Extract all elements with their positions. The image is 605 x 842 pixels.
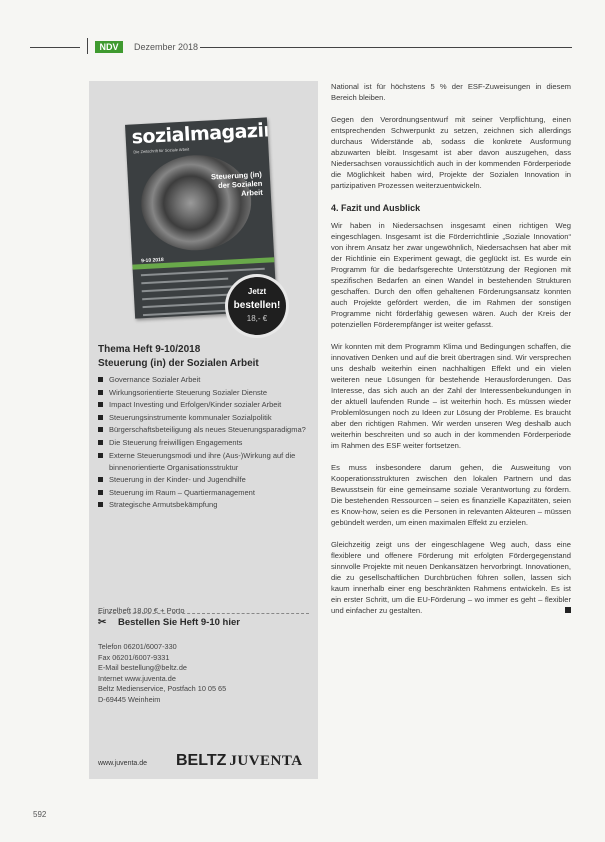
list-item: Externe Steuerungsmodi und ihre (Aus-)Wirkung auf die binnenorientierte Organisationsstruktur — [98, 450, 312, 474]
list-item: Impact Investing und Erfolgen/Kinder sozialer Arbeit — [98, 399, 312, 411]
cover-photo — [139, 152, 254, 253]
magazine-advertisement — [89, 81, 318, 779]
article-paragraph-text: Gleichzeitig zeigt uns der eingeschlagene Weg auch, dass eine flexiblere und offenere Förderung mit erfolgten Fördergegenstand sinnvolle Projekte mit neuen Denkansätzen hervorbringt. Innovationen, die zu gesellschaftlichen Durchbrüchen führen sollen, lassen sich kaum innerhalb einer eng beschränkten Rahmens entwickeln. Es ist ein erster Schritt, um die EU-Förderung – wo immer es geht – flexibler und einfacher zu gestalten. — [331, 540, 571, 615]
article-paragraph: Wir haben in Niedersachsen insgesamt einen richtigen Weg eingeschlagen. Insgesamt ist die Förderrichtlinie „Soziale Innovation“ von ihrem Ansatz her zwar ungewöhnlich, Niedersachsen hat aber mit der Richtlinie ein Experiment gewagt, die geglückt ist. Es wurde ein Programm für die bedarfsgerechte Unterstützung der Regionen mit spezifischen Bedarfen an einen Wandel in bestehenden Strukturen geschaffen. Durch den offen gehaltenen Förderungsansatz konnten auch Projekte gefördert werden, die im Rahmen der sonstigen Programme nicht förderfähig gewesen wären. Auch der Kreis der potenziellen Förderempfänger ist weiter gefasst. — [331, 221, 571, 329]
list-item: Steuerungsinstrumente kommunaler Sozialpolitik — [98, 412, 312, 424]
order-contact — [98, 642, 226, 705]
article-paragraph-last — [331, 539, 571, 616]
header-rule-left — [30, 47, 80, 48]
ad-url[interactable]: www.juventa.de — [98, 760, 148, 767]
list-item: Die Steuerung freiwilligen Engagements — [98, 437, 312, 449]
list-item: Steuerung in der Kinder- und Jugendhilfe — [98, 474, 312, 486]
cover-subtitle: Die Zeitschrift für Soziale Arbeit — [133, 146, 190, 155]
contact-address: Beltz Medienservice, Postfach 10 05 65 — [98, 684, 227, 693]
list-item: Governance Sozialer Arbeit — [98, 374, 312, 386]
contact-email[interactable]: E-Mail bestellung@beltz.de — [98, 663, 187, 672]
end-mark-icon — [565, 607, 571, 613]
list-item: Bürgerschaftsbeteiligung als neues Steuerungsparadigma? — [98, 424, 312, 436]
list-item: Strategische Armutsbekämpfung — [98, 499, 312, 511]
page-number: 592 — [33, 810, 47, 819]
contact-website[interactable]: Internet www.juventa.de — [98, 673, 176, 683]
contact-fax: Fax 06201/6007-9331 — [98, 652, 170, 662]
article-paragraph: Es muss insbesondere darum gehen, die Ausweitung von Kooperationsstrukturen zwischen den lokalen Partnern und das Bewusstsein für eine gemeinsame soziale Verantwortung zu fördern. Die bestehenden Ressourcen – seien es finanzielle Kapazitäten, seien es Know-how, seien es die Personen in relevanten Akteuren – müssen gebündelt werden, um einen maximalen Effekt zu erzielen. — [331, 463, 571, 527]
order-badge-price: 18,- € — [246, 314, 268, 323]
cut-line — [98, 613, 309, 614]
order-now-badge[interactable] — [228, 277, 286, 335]
cover-issue: 9-10 2018 — [141, 257, 164, 265]
ndv-badge: NDV — [95, 41, 123, 53]
list-item: Steuerung im Raum – Quartiermanagement — [98, 487, 312, 499]
list-item: Wirkungsorientierte Steuerung Sozialer Dienste — [98, 387, 312, 399]
ad-title: Thema Heft 9-10/2018 — [98, 344, 201, 355]
contact-city: D-69445 Weinheim — [98, 694, 161, 704]
scissors-icon: ✂ — [98, 617, 107, 628]
price-note: Einzelheft 18,00 € + Porto — [98, 606, 185, 615]
issue-date: Dezember 2018 — [134, 42, 199, 52]
order-badge-line1: Jetzt — [247, 287, 267, 296]
article-paragraph: National ist für höchstens 5 % der ESF-Zuweisungen in diesem Bereich bleiben. — [331, 82, 571, 102]
cover-title: sozialmagazin — [131, 118, 277, 149]
section-heading: 4. Fazit und Ausblick — [331, 203, 421, 213]
article-column — [331, 81, 571, 627]
topic-list — [98, 374, 312, 512]
contact-phone: Telefon 06201/6007-330 — [98, 642, 177, 651]
publisher-logo — [176, 752, 303, 770]
cover-headline: Steuerung (in) der Sozialen Arbeit — [210, 169, 263, 198]
order-heading — [98, 617, 309, 628]
order-badge-line2: bestellen! — [233, 300, 281, 311]
order-heading-text: Bestellen Sie Heft 9-10 hier — [118, 617, 240, 628]
article-paragraph: Gegen den Verordnungsentwurf mit seiner Verpflichtung, einen entsprechenden Schwerpunkt zu setzen, zeichnen sich allerdings durchaus Widerstände ab, sodass die konkrete Ausformung abzuwarten bleibt. Insgesamt ist aber davon auszugehen, dass Niedersachsen voraussichtlich auch in der kommenden Förderperiode die Möglichkeit haben wird, Projekte der Sozialen Innovation in partizipativen Prozessen weiterzuentwickeln. — [331, 115, 571, 190]
header-rule-right — [200, 47, 572, 48]
ad-subtitle: Steuerung (in) der Sozialen Arbeit — [98, 358, 259, 369]
publisher-beltz: BELTZ — [176, 752, 227, 769]
article-paragraph: Wir konnten mit dem Programm Klima und Bedingungen schaffen, die innovativen Denken und auf die breit übertragen sind. Wir versprechen uns deshalb weiterhin einen nachhaltigen Effekt und ein vielen weiteren neue Lösungen für bestehende Herausforderungen. Das Interesse, das sich auch an der Zahl der Interessenbekundungen in der aktuell laufenden Runde – ist weiterhin hoch. Es müssen wieder Problemlösungen noch zu Ideen zur Lösung der Probleme. Es braucht aber den richtigen Rahmen. Wir werden unseren Weg deshalb auch weiterhin beschreiten und so auch in der kommenden Förderperiode im Rahmen des ESF weiter fortsetzen. — [331, 342, 571, 450]
publisher-juventa: JUVENTA — [229, 753, 303, 769]
header-divider — [87, 38, 88, 54]
